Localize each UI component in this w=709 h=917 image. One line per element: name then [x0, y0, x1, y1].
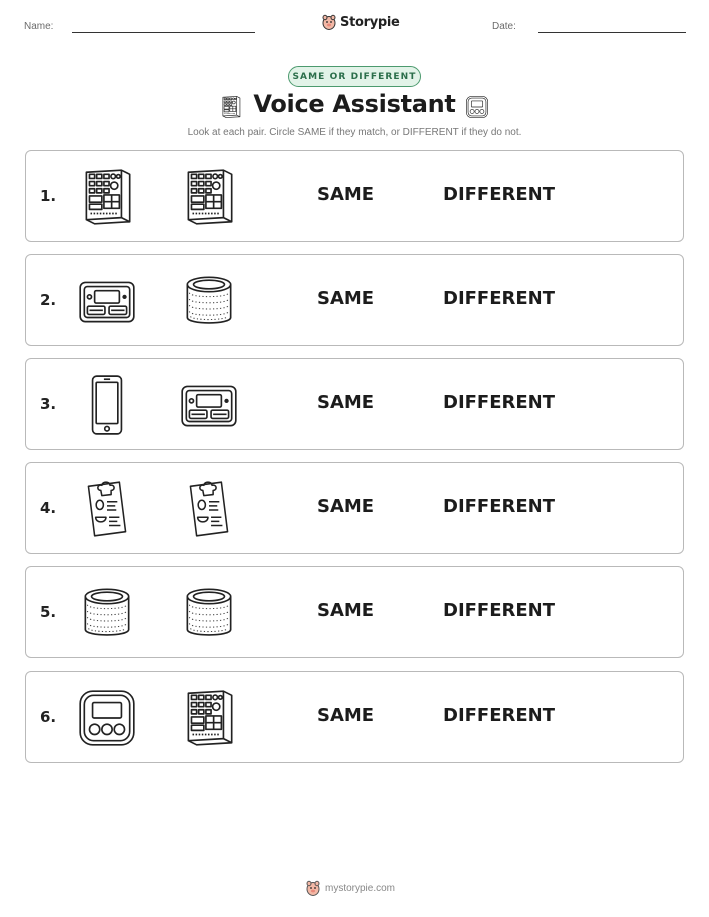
question-number: 6.	[40, 708, 57, 726]
question-row	[25, 462, 684, 554]
question-row	[25, 566, 684, 658]
brand-name: Storypie	[340, 14, 400, 30]
question-row	[25, 254, 684, 346]
date-line[interactable]	[538, 32, 686, 33]
activity-badge: SAME OR DIFFERENT	[288, 66, 421, 87]
footer-site: mystorypie.com	[325, 882, 396, 894]
question-number: 4.	[40, 499, 57, 517]
same-option[interactable]: SAME	[317, 184, 375, 205]
smart-speaker-icon	[176, 268, 242, 334]
smart-panel-icon	[176, 685, 242, 751]
question-row	[25, 150, 684, 242]
same-option[interactable]: SAME	[317, 600, 375, 621]
smartphone-icon	[74, 372, 140, 438]
question-row	[25, 358, 684, 450]
different-option[interactable]: DIFFERENT	[443, 496, 556, 517]
display-clock-icon	[74, 268, 140, 334]
question-number: 1.	[40, 187, 57, 205]
smart-speaker-icon	[74, 580, 140, 646]
different-option[interactable]: DIFFERENT	[443, 392, 556, 413]
same-option[interactable]: SAME	[317, 496, 375, 517]
brand-logo	[322, 14, 400, 30]
name-line[interactable]	[72, 32, 255, 33]
question-number: 3.	[40, 395, 57, 413]
kitchen-timer-icon	[74, 685, 140, 751]
recipe-card-icon	[176, 476, 242, 542]
same-option[interactable]: SAME	[317, 705, 375, 726]
instructions: Look at each pair. Circle SAME if they match, or DIFFERENT if they do not.	[187, 127, 522, 138]
question-number: 2.	[40, 291, 57, 309]
worksheet-title: Voice Assistant	[253, 90, 456, 118]
question-row	[25, 671, 684, 763]
different-option[interactable]: DIFFERENT	[443, 184, 556, 205]
mascot-icon	[306, 880, 320, 896]
display-clock-icon	[176, 372, 242, 438]
kitchen-timer-icon	[464, 94, 490, 120]
same-option[interactable]: SAME	[317, 392, 375, 413]
same-option[interactable]: SAME	[317, 288, 375, 309]
question-number: 5.	[40, 603, 57, 621]
date-label: Date:	[492, 21, 516, 32]
footer	[306, 880, 395, 896]
mascot-icon	[322, 14, 336, 30]
different-option[interactable]: DIFFERENT	[443, 600, 556, 621]
different-option[interactable]: DIFFERENT	[443, 288, 556, 309]
smart-panel-icon	[74, 164, 140, 230]
smart-panel-icon	[176, 164, 242, 230]
smart-speaker-icon	[176, 580, 242, 646]
name-label: Name:	[24, 21, 54, 32]
recipe-card-icon	[74, 476, 140, 542]
different-option[interactable]: DIFFERENT	[443, 705, 556, 726]
